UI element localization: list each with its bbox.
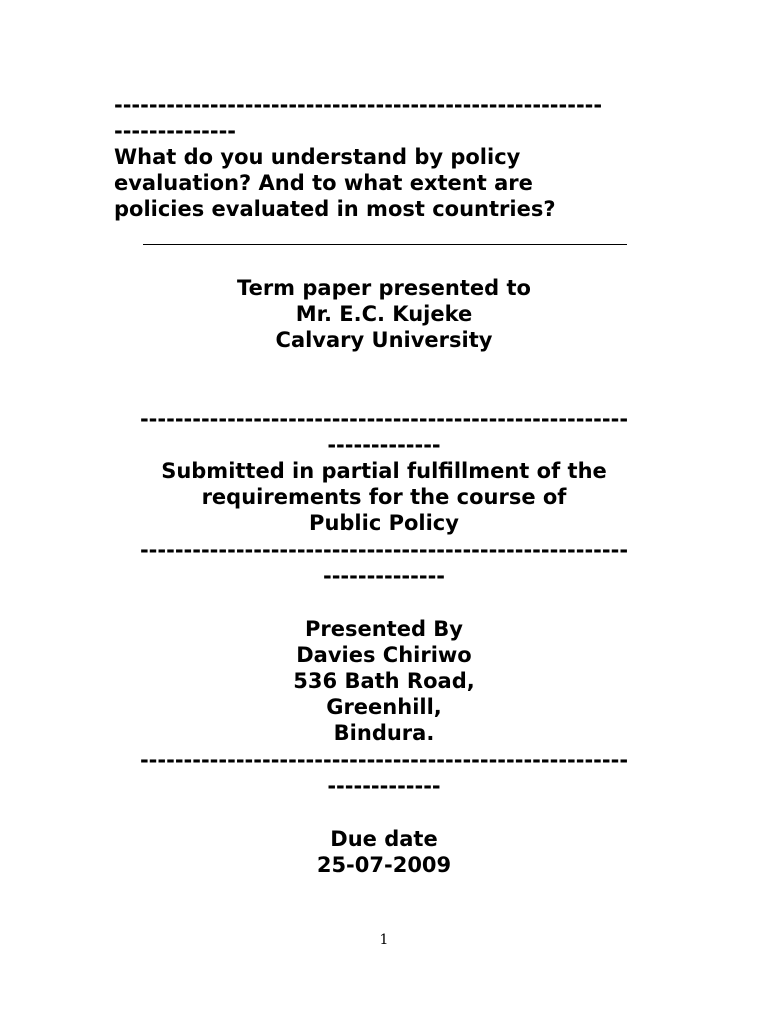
due-date-value: 25-07-2009 xyxy=(316,853,452,877)
horizontal-rule xyxy=(143,244,627,245)
course-name: Public Policy xyxy=(309,511,459,535)
separator-line: ------------- xyxy=(327,433,441,457)
separator-line: -------------------------------------------------------- xyxy=(139,538,629,562)
separator-line: -------------- xyxy=(322,564,446,588)
presented-to-line: Term paper presented to xyxy=(237,276,531,300)
separator-line: ------------- xyxy=(327,774,441,798)
presented-to-block xyxy=(0,275,768,353)
separator-line: -------------------------------------------------------- xyxy=(139,748,629,772)
submission-line: Submitted in partial fulfillment of the xyxy=(161,459,607,483)
due-date-label: Due date xyxy=(330,827,438,851)
address-line: Greenhill, xyxy=(326,695,442,719)
address-line: 536 Bath Road, xyxy=(293,669,475,693)
lecturer-name: Mr. E.C. Kujeke xyxy=(295,302,473,326)
submission-statement xyxy=(0,458,768,536)
author-block xyxy=(0,616,768,746)
question-line: evaluation? And to what extent are xyxy=(114,171,533,195)
middle-separator-2 xyxy=(0,537,768,589)
page-number: 1 xyxy=(379,932,389,948)
due-date-block xyxy=(0,826,768,878)
author-name: Davies Chiriwo xyxy=(296,643,472,667)
question-line: What do you understand by policy xyxy=(114,145,521,169)
middle-separator-1 xyxy=(0,406,768,458)
bottom-separator xyxy=(0,747,768,799)
question-line: policies evaluated in most countries? xyxy=(114,197,556,221)
separator-line: -------------------------------------------------------- xyxy=(139,407,629,431)
presented-by-heading: Presented By xyxy=(304,617,463,641)
submission-line: requirements for the course of xyxy=(201,485,567,509)
separator-line: -------------- xyxy=(114,119,237,143)
essay-question xyxy=(114,144,556,222)
separator-line: -------------------------------------------------------- xyxy=(114,93,603,117)
university-name: Calvary University xyxy=(275,328,493,352)
address-line: Bindura. xyxy=(333,721,435,745)
top-separator xyxy=(114,92,602,144)
